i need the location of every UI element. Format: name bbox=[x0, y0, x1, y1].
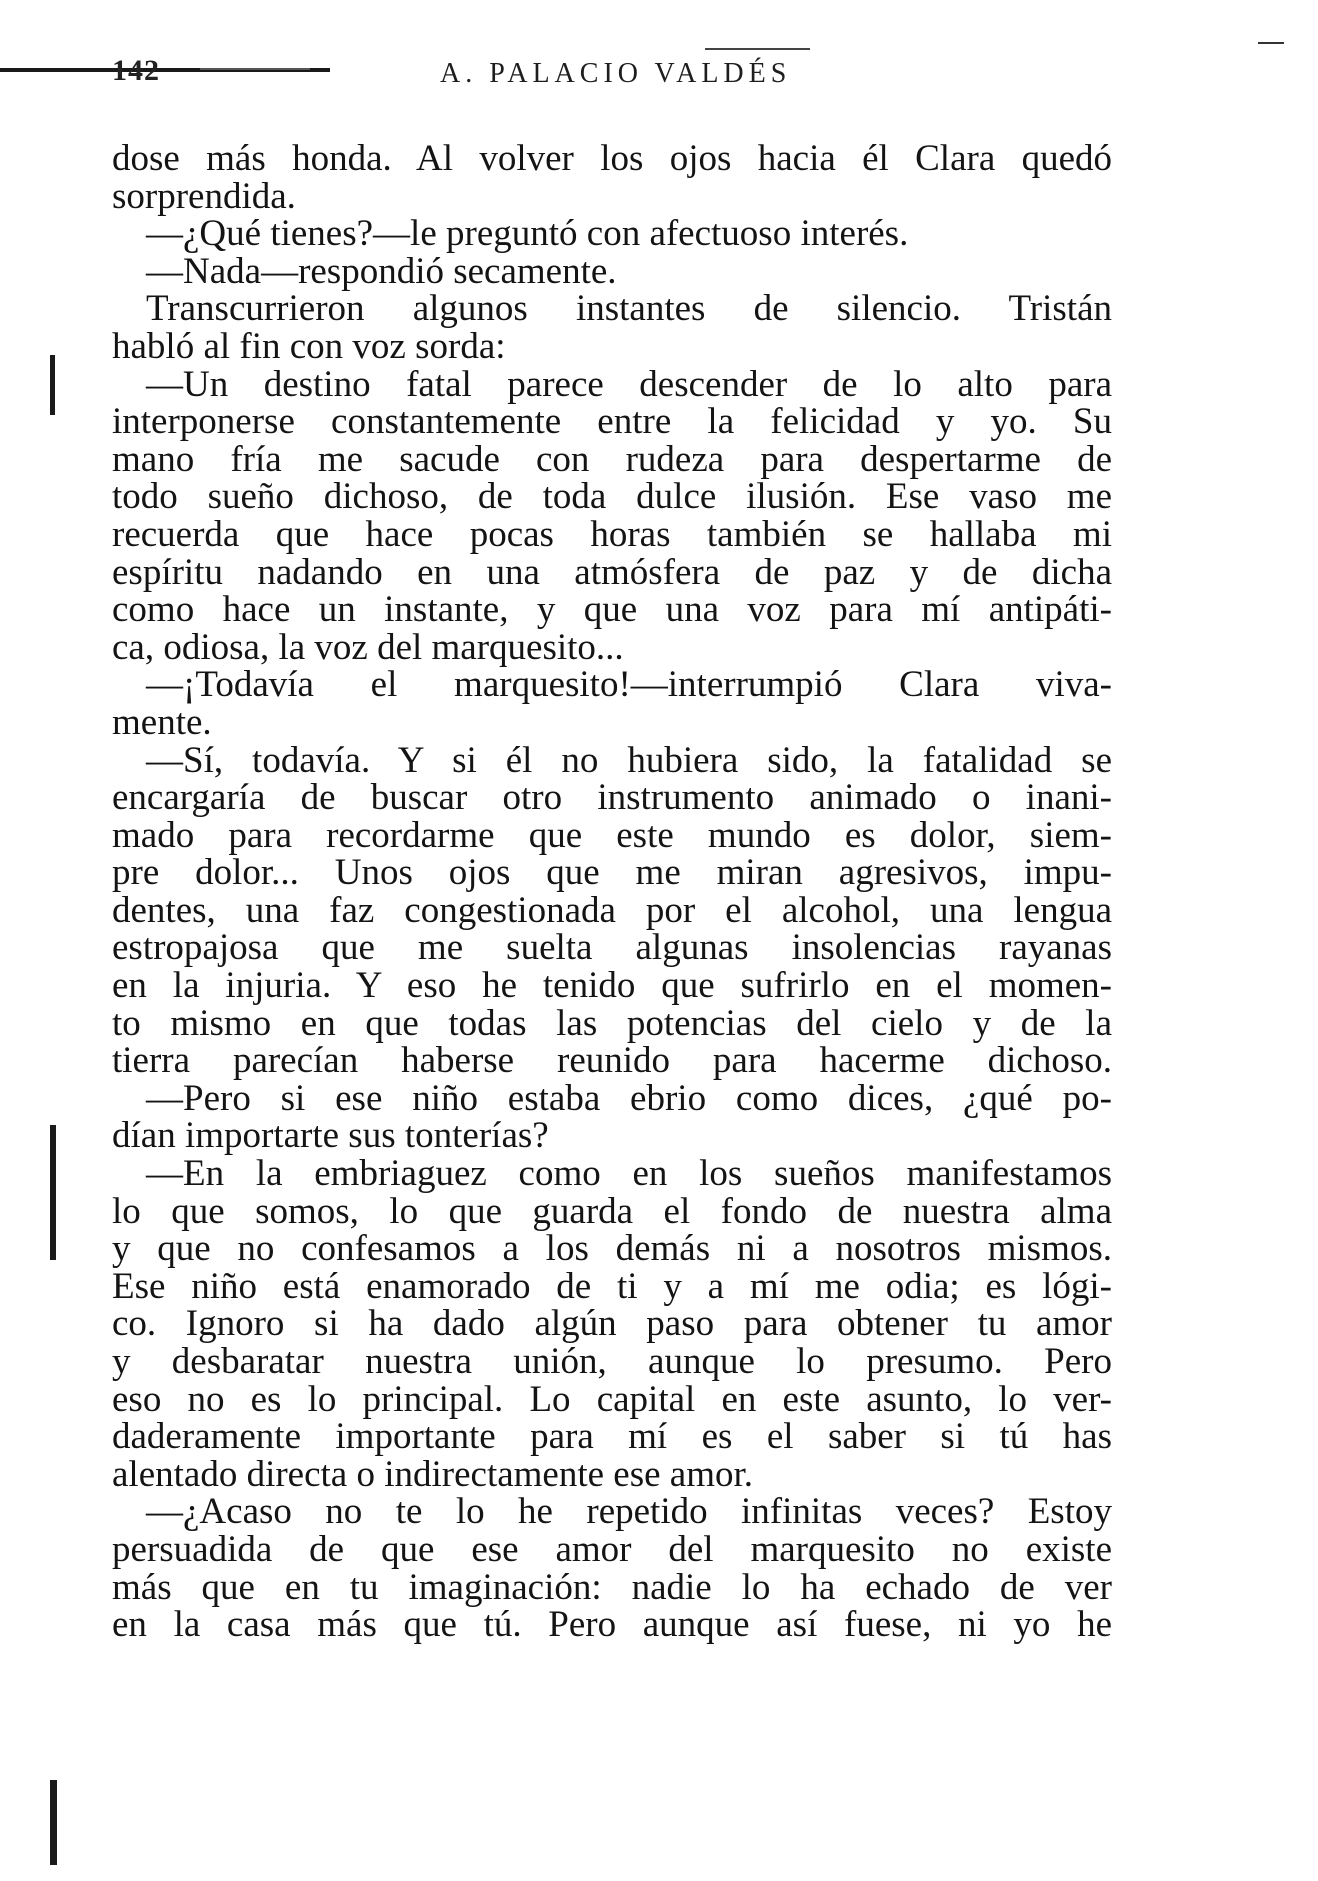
text-line: espíritu nadando en una atmósfera de paz y de dicha bbox=[112, 551, 1112, 593]
text-line: —Nada—respondió secamente. bbox=[146, 250, 617, 292]
text-line: en la injuria. Y eso he tenido que sufrirlo en el momen- bbox=[112, 965, 1112, 1007]
text-line: tierra parecían haberse reunido para hacerme dichoso. bbox=[112, 1040, 1112, 1082]
text-line: dose más honda. Al volver los ojos hacia él Clara quedó bbox=[112, 138, 1112, 179]
text-line: pre dolor... Unos ojos que me miran agresivos, impu- bbox=[112, 852, 1112, 894]
text-line: y desbaratar nuestra unión, aunque lo presumo. Pero bbox=[112, 1341, 1112, 1382]
body-text bbox=[112, 140, 1112, 1644]
text-line: como hace un instante, y que una voz para mí antipáti- bbox=[112, 589, 1112, 631]
page-number: 142 bbox=[112, 54, 160, 87]
text-line: lo que somos, lo que guarda el fondo de nuestra alma bbox=[112, 1190, 1112, 1232]
text-line: —¿Qué tienes?—le preguntó con afectuoso interés. bbox=[146, 213, 909, 255]
corner-mark bbox=[1258, 42, 1284, 44]
running-head: A. PALACIO VALDÉS bbox=[440, 58, 792, 89]
text-line: dentes, una faz congestionada por el alcohol, una lengua bbox=[112, 889, 1112, 931]
text-line: más que en tu imaginación: nadie lo ha echado de ver bbox=[112, 1566, 1112, 1608]
text-line: co. Ignoro si ha dado algún paso para obtener tu amor bbox=[112, 1303, 1112, 1345]
text-line: mado para recordarme que este mundo es dolor, siem- bbox=[112, 814, 1112, 856]
text-line: mano fría me sacude con rudeza para despertarme de bbox=[112, 438, 1112, 480]
text-line: —Un destino fatal parece descender de lo alto para bbox=[146, 363, 1112, 405]
text-line: todo sueño dichoso, de toda dulce ilusión. Ese vaso me bbox=[112, 476, 1112, 518]
text-line: alentado directa o indirectamente ese amor. bbox=[112, 1453, 754, 1495]
text-line: persuadida de que ese amor del marquesito no existe bbox=[112, 1528, 1112, 1570]
text-line: sorprendida. bbox=[112, 175, 296, 217]
margin-mark bbox=[50, 1780, 57, 1865]
text-line: mente. bbox=[112, 701, 212, 743]
text-line: ca, odiosa, la voz del marquesito... bbox=[112, 626, 624, 668]
page-header bbox=[0, 46, 1318, 90]
text-line: en la casa más que tú. Pero aunque así fuese, ni yo he bbox=[112, 1604, 1112, 1646]
text-line: —¡Todavía el marquesito!—interrumpió Clara viva- bbox=[146, 664, 1112, 706]
text-line: dían importarte sus tonterías? bbox=[112, 1115, 549, 1157]
text-line: —Pero si ese niño estaba ebrio como dices, ¿qué po- bbox=[146, 1077, 1112, 1119]
header-mark bbox=[705, 48, 810, 50]
text-line: —¿Acaso no te lo he repetido infinitas veces? Estoy bbox=[146, 1491, 1112, 1533]
text-line: Transcurrieron algunos instantes de silencio. Tristán bbox=[146, 288, 1112, 330]
margin-mark bbox=[50, 355, 55, 415]
text-line: y que no confesamos a los demás ni a nosotros mismos. bbox=[112, 1228, 1112, 1270]
text-line: daderamente importante para mí es el saber si tú has bbox=[112, 1416, 1112, 1458]
text-line: to mismo en que todas las potencias del cielo y de la bbox=[112, 1002, 1112, 1044]
margin-mark bbox=[50, 1125, 56, 1260]
header-rule-thin bbox=[200, 68, 310, 70]
text-line: interponerse constantemente entre la felicidad y yo. Su bbox=[112, 401, 1112, 443]
text-line: —En la embriaguez como en los sueños manifestamos bbox=[146, 1153, 1112, 1195]
text-line: Ese niño está enamorado de ti y a mí me odia; es lógi- bbox=[112, 1265, 1112, 1307]
text-line: habló al fin con voz sorda: bbox=[112, 325, 506, 367]
text-line: eso no es lo principal. Lo capital en este asunto, lo ver- bbox=[112, 1378, 1112, 1420]
text-line: encargaría de buscar otro instrumento animado o inani- bbox=[112, 777, 1112, 819]
text-line: —Sí, todavía. Y si él no hubiera sido, la fatalidad se bbox=[146, 739, 1112, 781]
text-line: estropajosa que me suelta algunas insolencias rayanas bbox=[112, 927, 1112, 969]
text-line: recuerda que hace pocas horas también se hallaba mi bbox=[112, 513, 1112, 555]
